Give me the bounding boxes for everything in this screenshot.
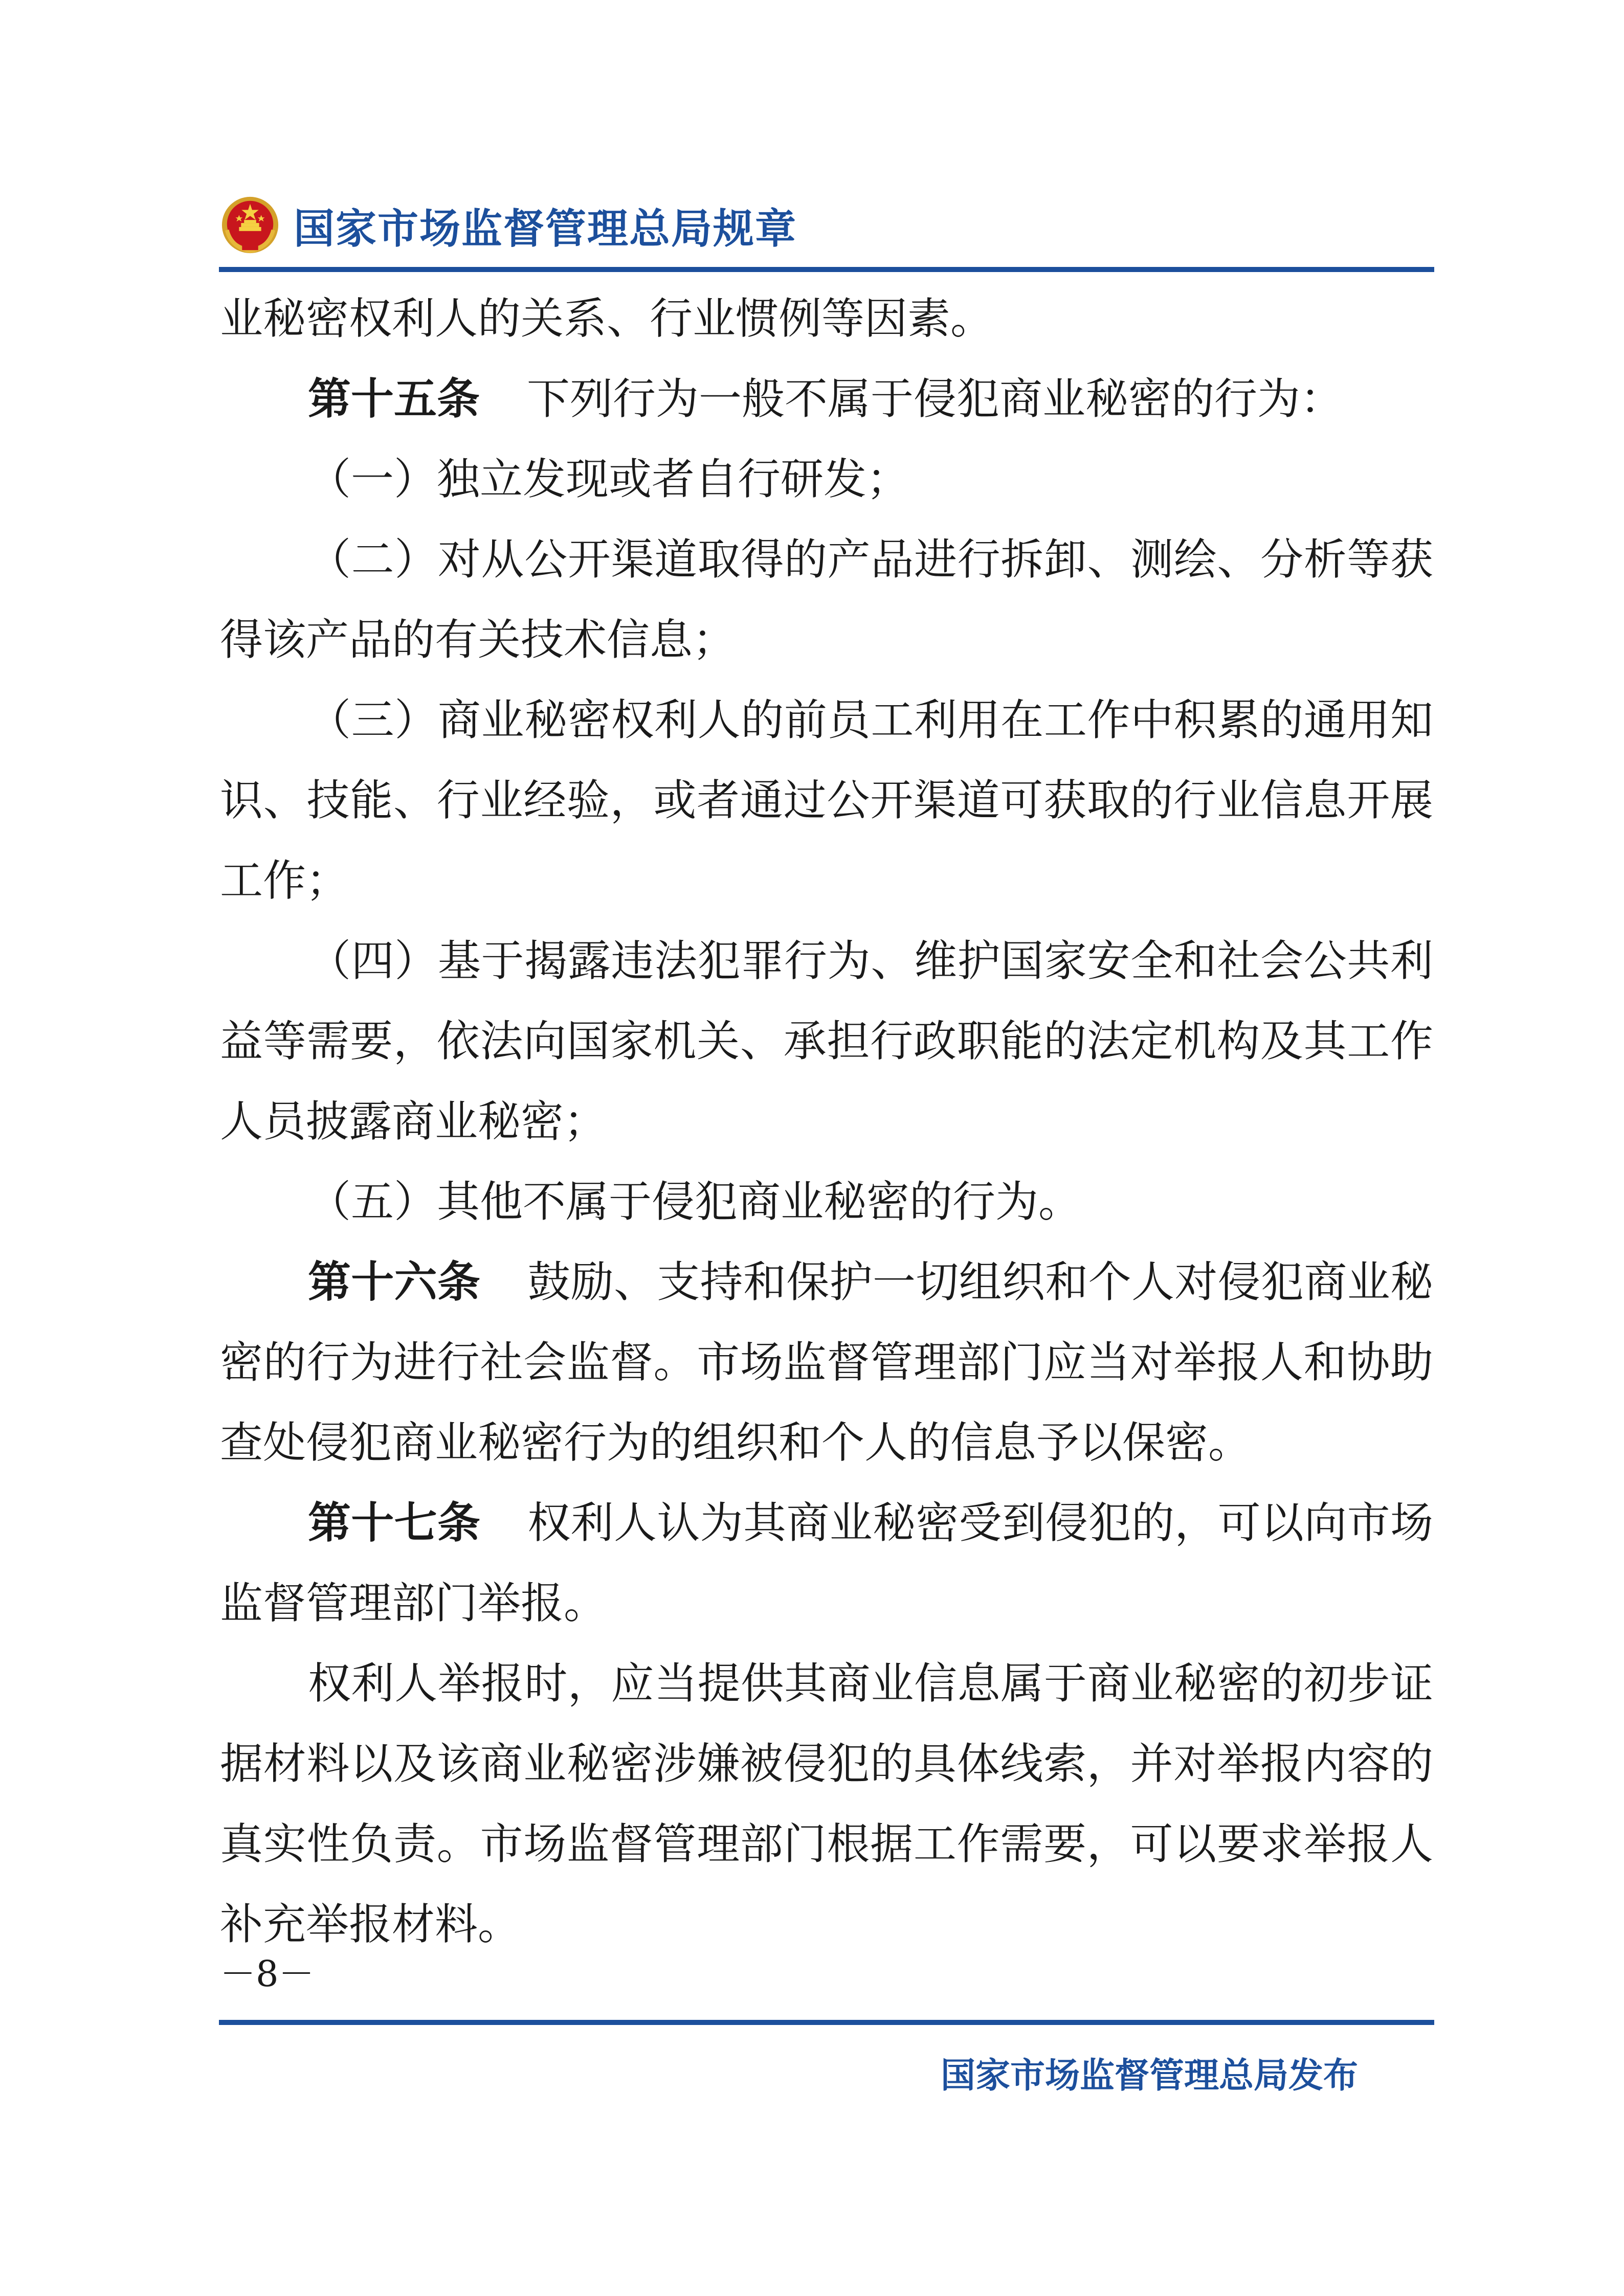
article-17-paragraph-2: 权利人举报时，应当提供其商业信息属于商业秘密的初步证据材料以及该商业秘密涉嫌被侵犯的具体线索，并对举报内容的真实性负责。市场监督管理部门根据工作需要，可以要求举报人补充举报材料。	[220, 1658, 1433, 1949]
national-emblem-icon	[220, 195, 280, 255]
paragraph-continuation: 业秘密权利人的关系、行业惯例等因素。	[220, 294, 994, 344]
article-15-text: 下列行为一般不属于侵犯商业秘密的行为：	[527, 374, 1344, 424]
article-15	[220, 359, 1433, 439]
article-16	[220, 1242, 1433, 1483]
footer-divider	[219, 2020, 1434, 2025]
article-17-label: 第十七条	[308, 1498, 481, 1548]
article-17	[220, 1483, 1433, 1644]
article-15-item-5: （五）其他不属于侵犯商业秘密的行为。	[308, 1177, 1082, 1227]
article-16-label: 第十六条	[308, 1257, 481, 1307]
article-16-text: 鼓励、支持和保护一切组织和个人对侵犯商业秘密的行为进行社会监督。市场监督管理部门应当对举报人和协助查处侵犯商业秘密行为的组织和个人的信息予以保密。	[220, 1257, 1433, 1468]
footer-publisher: 国家市场监督管理总局发布	[940, 2056, 1358, 2096]
document-body	[220, 279, 1433, 1965]
article-15-item-2: （二）对从公开渠道取得的产品进行拆卸、测绘、分析等获得该产品的有关技术信息；	[220, 534, 1433, 665]
document-header	[220, 184, 797, 266]
article-15-item-1: （一）独立发现或者自行研发；	[308, 454, 910, 504]
article-15-label: 第十五条	[308, 374, 480, 424]
header-divider	[219, 267, 1434, 272]
article-15-item-4: （四）基于揭露违法犯罪行为、维护国家安全和社会公共利益等需要，依法向国家机关、承担行政职能的法定机构及其工作人员披露商业秘密；	[220, 936, 1433, 1146]
article-17-text: 权利人认为其商业秘密受到侵犯的，可以向市场监督管理部门举报。	[220, 1498, 1433, 1628]
header-title: 国家市场监督管理总局规章	[294, 205, 797, 253]
page-number: －8－	[220, 1953, 315, 1995]
article-15-item-3: （三）商业秘密权利人的前员工利用在工作中积累的通用知识、技能、行业经验，或者通过公开渠道可获取的行业信息开展工作；	[220, 695, 1433, 906]
